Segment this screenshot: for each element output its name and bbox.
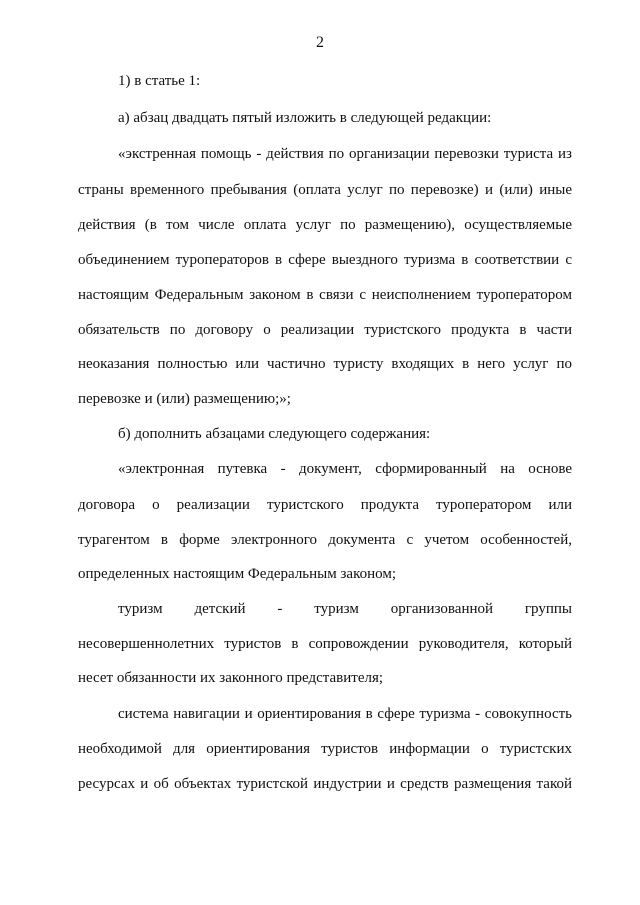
text-line: а) абзац двадцать пятый изложить в следующей редакции: [118,110,492,126]
text-line: объединением туроператоров в сфере выездного туризма в соответствии с [78,252,572,268]
text-line: «электронная путевка - документ, сформированный на основе [118,461,572,477]
text-line: туризм детский - туризм организованной группы [118,601,572,617]
page-number: 2 [316,34,324,51]
text-line: «экстренная помощь - действия по организации перевозки туриста из [118,146,572,162]
text-line: несовершеннолетних туристов в сопровождении руководителя, который [78,636,572,652]
text-line: перевозке и (или) размещению;»; [78,391,291,407]
text-line: неоказания полностью или частично туристу входящих в него услуг по [78,356,572,372]
text-line: определенных настоящим Федеральным законом; [78,566,397,582]
text-line: страны временного пребывания (оплата услуг по перевозке) и (или) иные [78,182,572,198]
text-line: несет обязанности их законного представителя; [78,670,384,686]
text-line: обязательств по договору о реализации туристского продукта в части [78,322,572,338]
text-line: 1) в статье 1: [118,73,201,89]
text-line: ресурсах и об объектах туристской индустрии и средств размещения такой [78,776,572,792]
text-line: необходимой для ориентирования туристов информации о туристских [78,741,572,757]
text-line: договора о реализации туристского продукта туроператором или [78,497,572,513]
text-line: турагентом в форме электронного документа с учетом особенностей, [78,532,572,548]
text-line: действия (в том числе оплата услуг по размещению), осуществляемые [78,217,572,233]
text-line: система навигации и ориентирования в сфере туризма - совокупность [118,706,572,722]
text-line: настоящим Федеральным законом в связи с неисполнением туроператором [78,287,572,303]
text-line: б) дополнить абзацами следующего содержания: [118,426,431,442]
